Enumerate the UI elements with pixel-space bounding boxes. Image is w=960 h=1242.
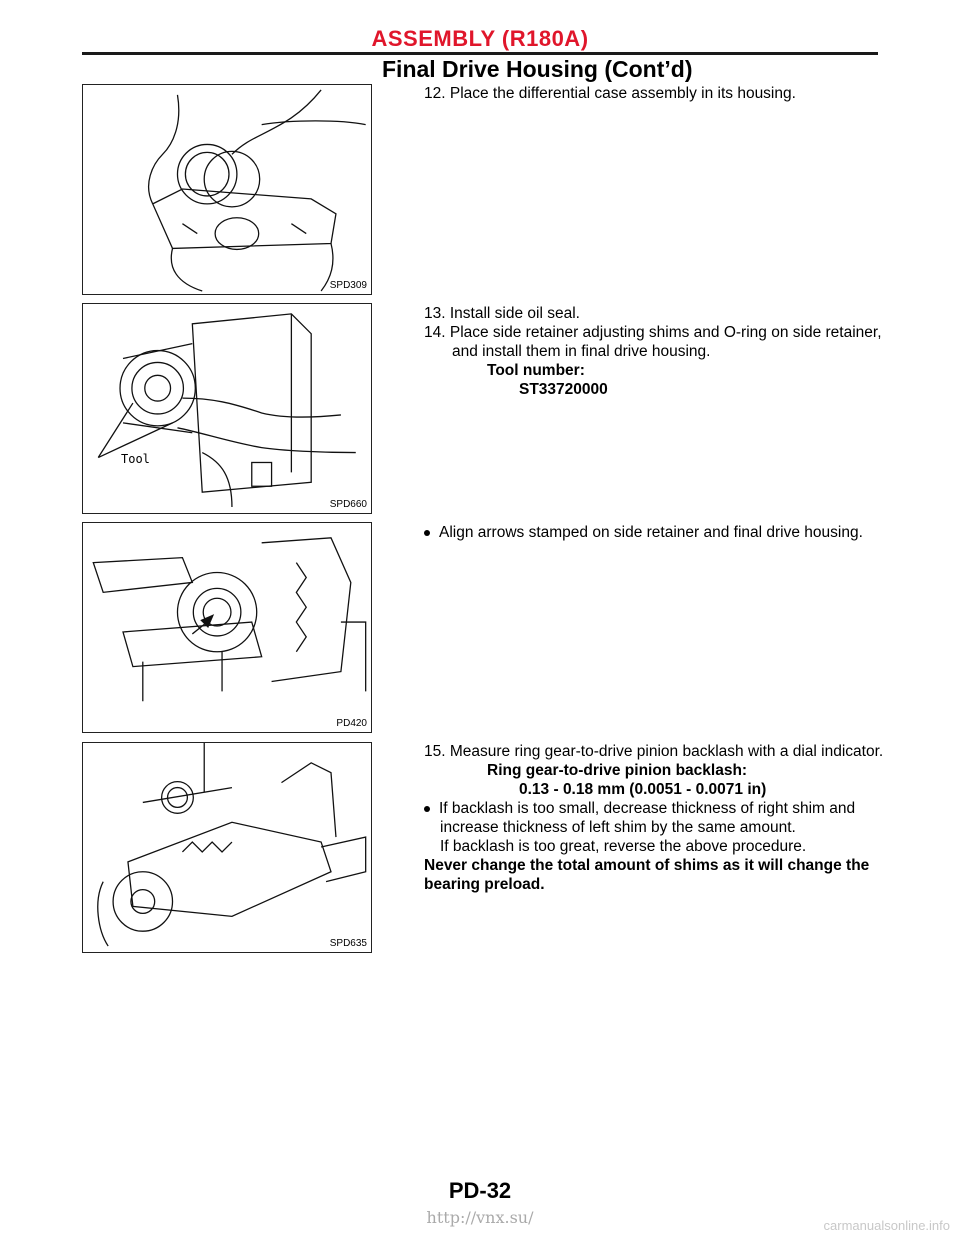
- footer-link[interactable]: http://vnx.su/: [426, 1208, 534, 1227]
- bullet-icon: [424, 806, 430, 812]
- align-note: [424, 523, 863, 542]
- backlash-spec-value: 0.13 - 0.18 mm (0.0051 - 0.0071 in): [519, 781, 767, 798]
- differential-case-illustration: [83, 85, 371, 294]
- step-13: 13. Install side oil seal.: [424, 305, 580, 322]
- figure-label: SPD660: [329, 499, 367, 510]
- bullet-icon: [424, 530, 430, 536]
- step-15: 15. Measure ring gear-to-drive pinion backlash with a dial indicator.: [424, 743, 884, 760]
- tool-number-label: Tool number:: [487, 362, 585, 379]
- page-heading: Final Drive Housing (Cont’d): [382, 56, 693, 82]
- backlash-note-line-3: If backlash is too great, reverse the above procedure.: [440, 838, 807, 855]
- figure-label: SPD635: [329, 938, 367, 949]
- figure-pd420: [82, 522, 372, 733]
- side-retainer-alignment-illustration: [83, 523, 371, 732]
- backlash-spec-label: Ring gear-to-drive pinion backlash:: [487, 762, 748, 779]
- backlash-note-line-1: If backlash is too small, decrease thickness of right shim and: [424, 799, 855, 818]
- figure-label: PD420: [336, 718, 367, 729]
- step-14-line-2: and install them in final drive housing.: [452, 343, 711, 360]
- side-oil-seal-illustration: [83, 304, 371, 513]
- align-note-text: Align arrows stamped on side retainer and final drive housing.: [439, 524, 863, 541]
- section-title: ASSEMBLY (R180A): [371, 26, 589, 51]
- dial-indicator-illustration: [83, 743, 371, 952]
- backlash-note-line-2: increase thickness of left shim by the same amount.: [440, 819, 796, 836]
- tool-number-value: ST33720000: [519, 381, 608, 398]
- step-14-line-1: 14. Place side retainer adjusting shims and O-ring on side retainer,: [424, 324, 882, 341]
- figure-spd660: [82, 303, 372, 514]
- figure-label: SPD309: [329, 280, 367, 291]
- warning-line-1: Never change the total amount of shims as it will change the: [424, 857, 870, 874]
- tool-callout: Tool: [121, 452, 150, 466]
- page-number: PD-32: [448, 1178, 512, 1203]
- warning-line-2: bearing preload.: [424, 876, 545, 893]
- step-12: 12. Place the differential case assembly in its housing.: [424, 85, 796, 102]
- watermark: carmanualsonline.info: [823, 1218, 950, 1233]
- figure-spd635: [82, 742, 372, 953]
- header-rule: [82, 52, 878, 55]
- figure-spd309: [82, 84, 372, 295]
